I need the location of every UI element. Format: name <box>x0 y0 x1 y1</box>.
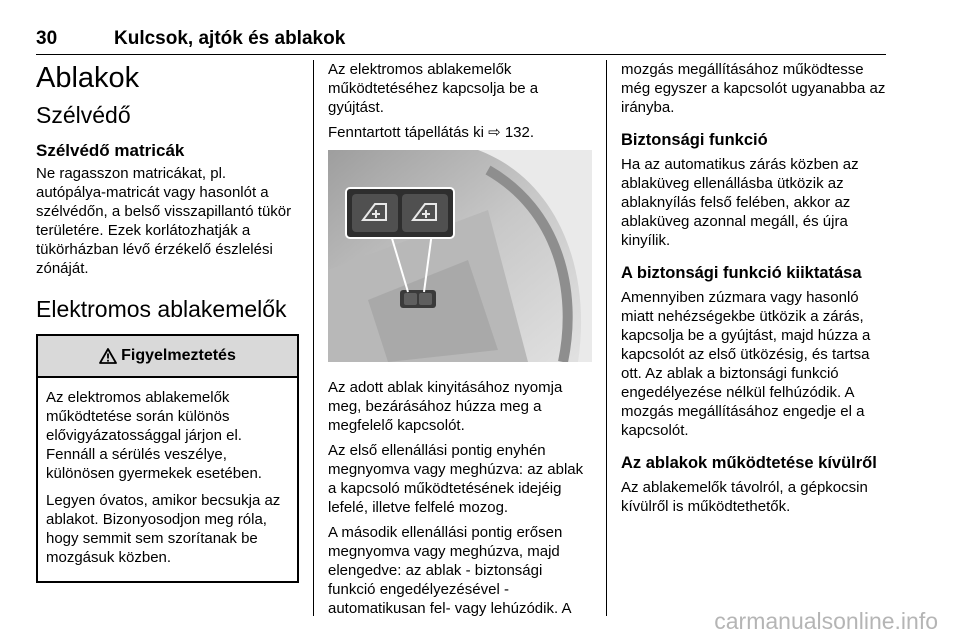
warning-box <box>36 334 299 583</box>
page-header <box>36 28 886 55</box>
topic-heading: A biztonsági funkció kiiktatása <box>621 264 862 282</box>
watermark: carmanualsonline.info <box>714 608 938 634</box>
topic-heading: Szélvédő matricák <box>36 141 185 160</box>
paragraph: Az adott ablak kinyitásához nyomja meg, bezárásához húzza meg a megfelelő kapcsolót. <box>328 379 563 434</box>
section-title: Ablakok <box>36 62 140 94</box>
warning-body <box>38 378 297 581</box>
subsection-title: Elektromos ablakemelők <box>36 296 287 322</box>
warning-paragraph: Az elektromos ablakemelők működtetése során különös elővigyázatossággal járjon el. Fennáll a sérülés veszélye, különösen gyermekek esetében. <box>46 389 262 482</box>
paragraph: Az első ellenállási pontig enyhén megnyomva vagy meghúzva: az ablak a kapcsoló működtetésének idejéig lefelé, illetve felfelé mozog. <box>328 442 584 516</box>
window-switch-illustration <box>328 150 592 362</box>
column-middle <box>328 60 592 624</box>
paragraph: mozgás megállításához működtesse még egyszer a kapcsolót ugyanabba az irányba. <box>621 61 886 116</box>
warning-title: Figyelmeztetés <box>121 347 236 364</box>
paragraph: Ha az automatikus zárás közben az ablaküveg ellenállásba ütközik az ablaknyílás felső felében, akkor az ablaküveg azonnal megáll, és újra kinyílik. <box>621 156 859 249</box>
subsection-title: Szélvédő <box>36 102 131 128</box>
chapter-title: Kulcsok, ajtók és ablakok <box>114 28 346 49</box>
column-left <box>36 60 299 583</box>
paragraph: Amennyiben zúzmara vagy hasonló miatt nehézségekbe ütközik a zárás, kapcsolja be a gyújtást, majd húzza a kapcsolót az első ütközésig, és tartsa ott. Az ablak a biztonsági funkció engedélyezése nélkül felhúzódik. A mozgás megállításához engedje el a kapcsolót. <box>621 289 871 439</box>
column-divider <box>313 60 314 616</box>
paragraph: Az ablakemelők távolról, a gépkocsin kívülről is működtethetők. <box>621 479 868 515</box>
column-right <box>621 60 887 522</box>
paragraph: A második ellenállási pontig erősen megnyomva vagy meghúzva, majd elengedve: az ablak - biztonsági funkció engedélyezésével - automatikusan fel- vagy lehúzódik. A <box>328 524 572 617</box>
topic-heading: Biztonsági funkció <box>621 131 768 149</box>
topic-heading: Az ablakok működtetése kívülről <box>621 454 877 472</box>
column-divider <box>606 60 607 616</box>
warning-header <box>38 336 297 378</box>
paragraph: Az elektromos ablakemelők működtetéséhez kapcsolja be a gyújtást. <box>328 61 539 116</box>
page-number: 30 <box>36 28 58 49</box>
paragraph: Ne ragasszon matricákat, pl. autópálya-matricát vagy hasonlót a szélvédőn, a belső visszapillantó tükör területére. Ezek korlátozhatják a tükörházban lévő érzékelő észlelési zónáját. <box>36 165 292 277</box>
window-switch-icon <box>328 150 592 362</box>
paragraph: Fenntartott tápellátás ki ⇨ 132. <box>328 124 535 141</box>
warning-paragraph: Legyen óvatos, amikor becsukja az ablakot. Bizonyosodjon meg róla, hogy semmit sem szorítanak be mozgásuk közben. <box>46 492 281 566</box>
warning-triangle-icon <box>99 348 117 364</box>
